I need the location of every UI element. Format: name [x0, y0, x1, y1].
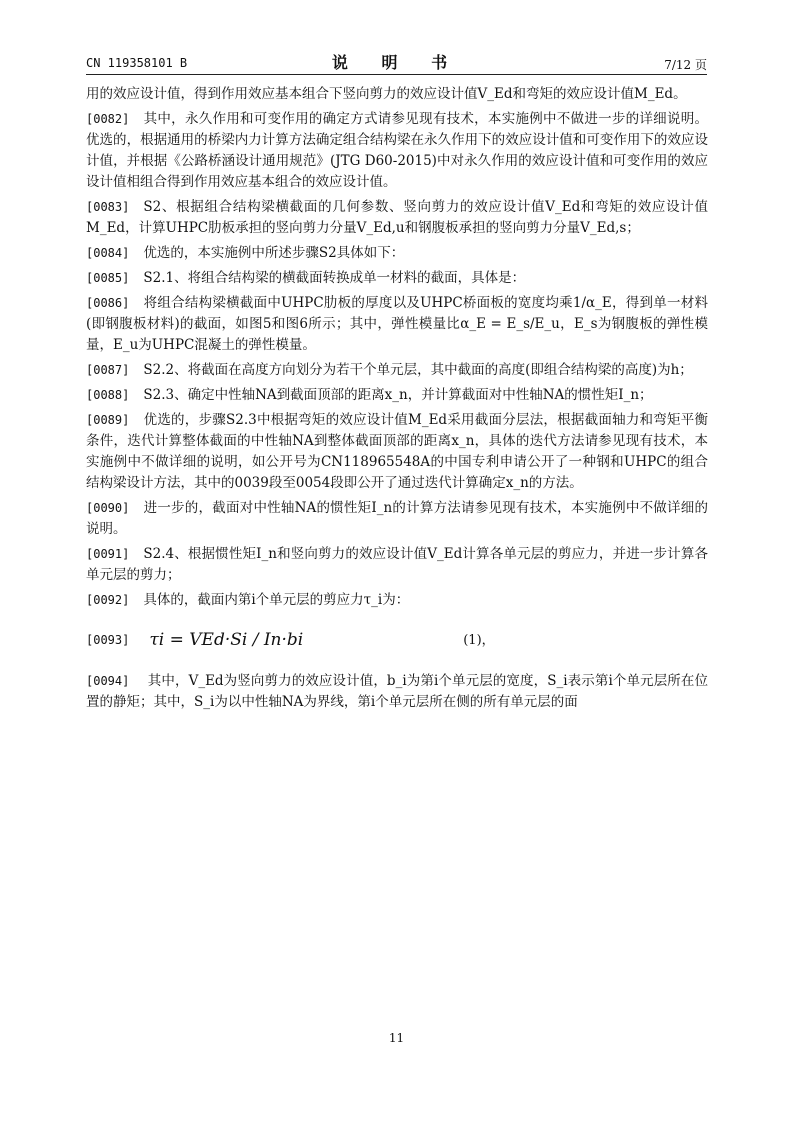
paragraph-list: [86, 84, 708, 611]
paragraph: [86, 84, 708, 105]
paragraph-number: [0087]: [86, 363, 130, 377]
document-title: 说 明 书: [331, 53, 462, 72]
paragraph-text: 将组合结构梁横截面中UHPC肋板的厚度以及UHPC桥面板的宽度均乘1/α_E，得到单一材料(即钢腹板材料)的截面，如图5和图6所示；其中，弹性模量比α_E = E_s/E_u，E_s为钢腹板的弹性模量，E_u为UHPC混凝土的弹性模量。: [86, 295, 708, 353]
paragraph-text: 其中，V_Ed为竖向剪力的效应设计值，b_i为第i个单元层的宽度，S_i表示第i个单元层所在位置的静矩；其中，S_i为以中性轴NA为界线，第i个单元层所在侧的所有单元层的面: [86, 673, 709, 710]
paragraph-text: 其中，永久作用和可变作用的确定方式请参见现有技术，本实施例中不做进一步的详细说明。优选的，根据通用的桥梁内力计算方法确定组合结构梁在永久作用下的效应设计值和可变作用下的效应设计值，并根据《公路桥涵设计通用规范》(JTG D60-2015)中对永久作用的效应设计值和可变作用的效应设计值相组合得到作用效应基本组合的效应设计值。: [86, 111, 708, 190]
paragraph-text: S2.1、将组合结构梁的横截面转换成单一材料的截面，具体是：: [143, 270, 526, 286]
paragraph: [86, 268, 708, 289]
paragraph-text: 进一步的，截面对中性轴NA的惯性矩I_n的计算方法请参见现有技术，本实施例中不做详细的说明。: [86, 500, 708, 537]
page-number: 11: [388, 1031, 405, 1045]
paragraph-number: [0085]: [86, 271, 130, 285]
paragraph-number: [0082]: [86, 112, 130, 126]
paragraph: [86, 197, 708, 239]
paragraph-number: [0089]: [86, 413, 130, 427]
paragraph-text: S2.2、将截面在高度方向划分为若干个单元层，其中截面的高度(即组合结构梁的高度)为h；: [143, 362, 693, 378]
equation-1: [86, 615, 708, 665]
paragraph: [86, 385, 708, 406]
paragraph-number: [0088]: [86, 388, 130, 402]
paragraph: [86, 293, 708, 356]
document-body: [86, 84, 708, 717]
paragraph-number: [0084]: [86, 246, 130, 260]
paragraph-text: S2、根据组合结构梁横截面的几何参数、竖向剪力的效应设计值V_Ed和弯矩的效应设计值M_Ed，计算UHPC肋板承担的竖向剪力分量V_Ed,u和钢腹板承担的竖向剪力分量V_Ed,s；: [86, 199, 708, 236]
paragraph: [86, 498, 708, 540]
paragraph: [86, 109, 708, 193]
paragraph: [86, 410, 708, 494]
paragraph-number: [0091]: [86, 547, 130, 561]
paragraph-number: [0090]: [86, 501, 130, 515]
paragraph: [86, 590, 708, 611]
paragraph: [86, 671, 708, 713]
paragraph-number: [0094]: [86, 674, 130, 688]
patent-number: CN 119358101 B: [86, 56, 188, 70]
paragraph-number: [0083]: [86, 200, 130, 214]
paragraph-text: 优选的，本实施例中所述步骤S2具体如下：: [143, 245, 405, 261]
paragraph-text: 具体的，截面内第i个单元层的剪应力τ_i为：: [143, 592, 410, 608]
paragraph-text: S2.3、确定中性轴NA到截面顶部的距离x_n，并计算截面对中性轴NA的惯性矩I_n；: [143, 387, 653, 403]
paragraph-number: [0092]: [86, 593, 130, 607]
paragraph: [86, 544, 708, 586]
paragraph-number: [0093]: [86, 632, 130, 647]
paragraph-text: 优选的，步骤S2.3中根据弯矩的效应设计值M_Ed采用截面分层法，根据截面轴力和弯矩平衡条件，迭代计算整体截面的中性轴NA到整体截面顶部的距离x_n，具体的迭代方法请参见现有技术，本实施例中不做详细的说明，如公开号为CN118965548A的中国专利申请公开了一种钢和UHPC的组合结构梁设计方法，其中的0039段至0054段即公开了通过迭代计算确定x_n的方法。: [86, 412, 708, 491]
paragraph-number: [0086]: [86, 296, 130, 310]
equation-formula: τi = VEd·Si / In·bi: [149, 629, 304, 650]
paragraph: [86, 360, 708, 381]
equation-tag: (1)，: [463, 632, 495, 648]
paragraph: [86, 243, 708, 264]
paragraph-text: S2.4、根据惯性矩I_n和竖向剪力的效应设计值V_Ed计算各单元层的剪应力，并进一步计算各单元层的剪力；: [86, 546, 708, 583]
paragraph-text: 用的效应设计值，得到作用效应基本组合下竖向剪力的效应设计值V_Ed和弯矩的效应设计值M_Ed。: [86, 86, 687, 102]
page-header: [86, 50, 707, 74]
page-indicator: 7/12 页: [664, 58, 707, 72]
header-rule: [86, 74, 707, 75]
